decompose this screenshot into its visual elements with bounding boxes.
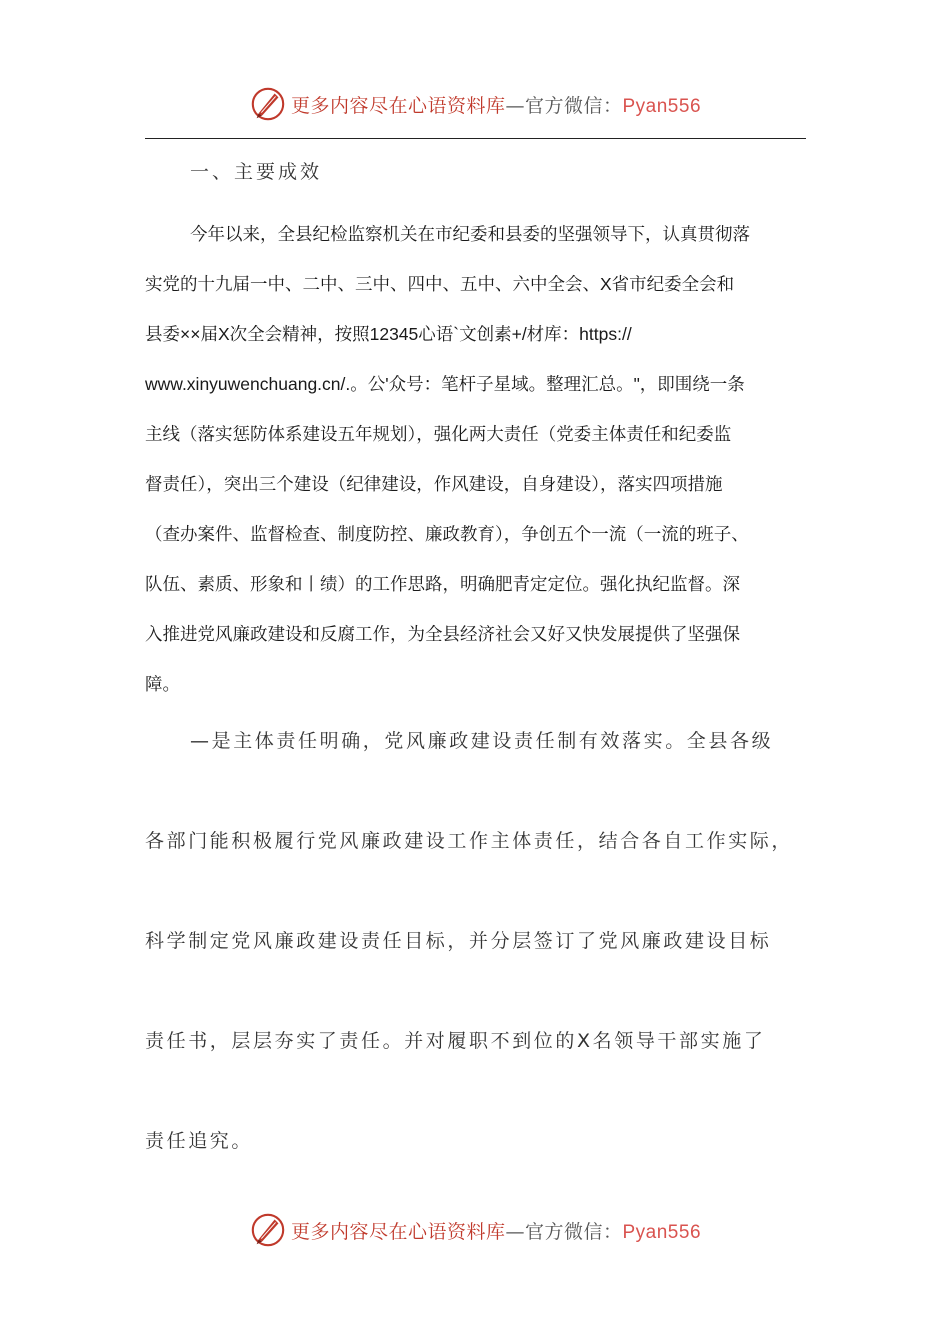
banner-text: [291, 91, 701, 118]
pen-nib-icon: [249, 85, 287, 123]
paragraph-line: 责任追究。: [145, 1130, 254, 1152]
banner-wechat-id: Pyan556: [622, 1221, 702, 1243]
banner-wechat-label: 官方微信：: [524, 1220, 623, 1243]
paragraph-2: [145, 716, 810, 1216]
paragraph-line: 督责任），突出三个建设（纪律建设，作风建设，自身建设），落实四项措施: [145, 474, 723, 494]
header-banner: [0, 84, 950, 124]
paragraph-line: 今年以来，全县纪检监察机关在市纪委和县委的坚强领导下，认真贯彻落: [190, 224, 750, 244]
section-heading: 一、主要成效: [190, 161, 323, 183]
banner-dash: —: [505, 94, 525, 117]
banner-text: [291, 1217, 701, 1244]
banner-dash: —: [505, 1220, 525, 1243]
banner-title: 更多内容尽在心语资料库: [290, 1220, 506, 1243]
paragraph-line: 各部门能积极履行党风廉政建设工作主体责任，结合各自工作实际，: [145, 830, 794, 852]
paragraph-line: 主线（落实惩防体系建设五年规划），强化两大责任（党委主体责任和纪委监: [145, 424, 732, 444]
paragraph-line: 实党的十九届一中、二中、三中、四中、五中、六中全会、X省市纪委全会和: [145, 274, 735, 294]
banner-wechat-label: 官方微信：: [524, 94, 623, 117]
paragraph-line: —是主体责任明确，党风廉政建设责任制有效落实。全县各级: [190, 730, 774, 752]
pen-nib-icon: [249, 1211, 287, 1249]
paragraph-line: （查办案件、监督检查、制度防控、廉政教育），争创五个一流（一流的班子、: [145, 524, 749, 544]
banner-title: 更多内容尽在心语资料库: [290, 94, 506, 117]
paragraph-line: www.xinyuwenchuang.cn/.。公'众号：笔杆子星域。整理汇总。"，即围绕一条: [145, 374, 745, 394]
paragraph-line: 障。: [145, 674, 180, 694]
footer-banner: [0, 1210, 950, 1250]
paragraph-1: [145, 209, 810, 709]
paragraph-line: 入推进党风廉政建设和反腐工作，为全县经济社会又好又快发展提供了坚强保: [145, 624, 740, 644]
paragraph-line: 队伍、素质、形象和丨绩）的工作思路，明确肥青定定位。强化执纪监督。深: [145, 574, 740, 594]
paragraph-line: 县委××届X次全会精神，按照12345心语`文创素+/材库：https://: [145, 324, 632, 344]
paragraph-line: 责任书，层层夯实了责任。并对履职不到位的X名领导干部实施了: [145, 1030, 766, 1052]
header-divider: [145, 138, 806, 139]
paragraph-line: 科学制定党风廉政建设责任目标，并分层签订了党风廉政建设目标: [145, 930, 772, 952]
banner-wechat-id: Pyan556: [622, 95, 702, 117]
